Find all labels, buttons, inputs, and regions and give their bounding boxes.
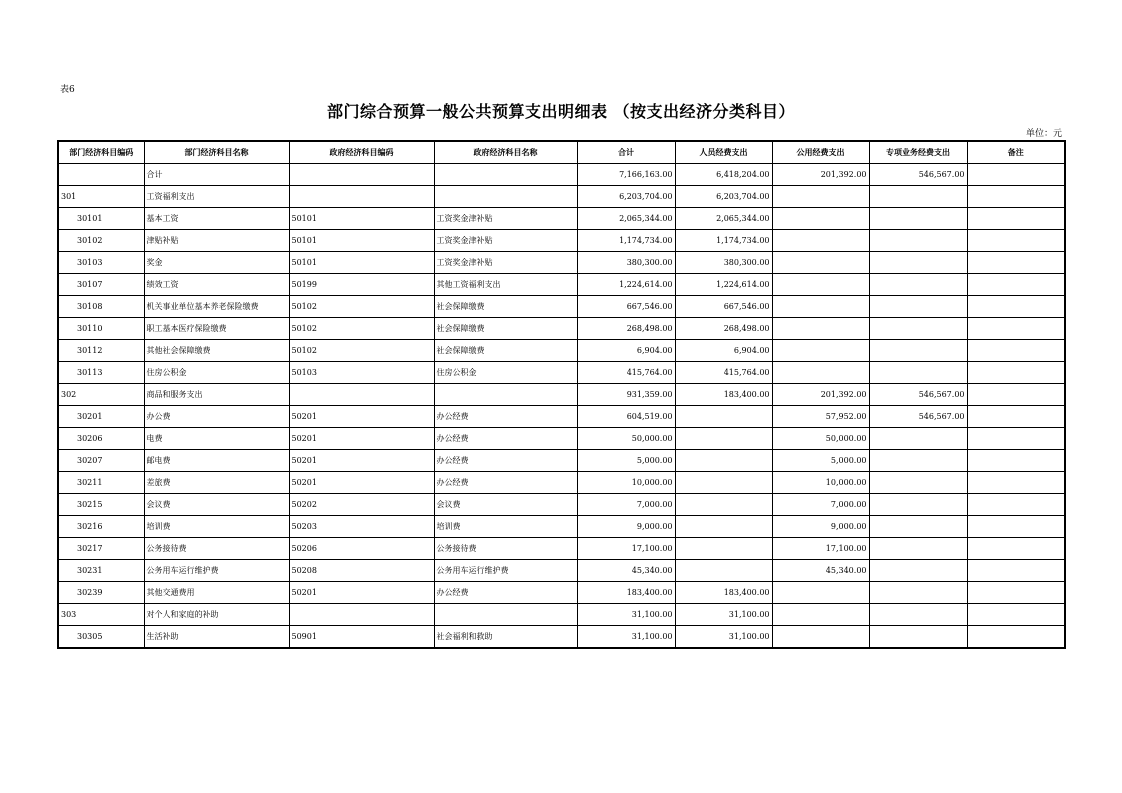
table-row (58, 318, 1065, 340)
special-cell (869, 296, 967, 318)
dept-name-cell: 商品和服务支出 (144, 384, 289, 406)
public-cell (772, 274, 869, 296)
gov-name-cell: 公务接待费 (434, 538, 577, 560)
total-cell: 7,000.00 (577, 494, 675, 516)
special-cell (869, 626, 967, 649)
total-cell: 5,000.00 (577, 450, 675, 472)
column-header: 合计 (577, 141, 675, 164)
dept-code-cell: 30110 (58, 318, 144, 340)
total-cell: 415,764.00 (577, 362, 675, 384)
public-cell: 7,000.00 (772, 494, 869, 516)
personnel-cell (675, 406, 772, 428)
total-cell: 10,000.00 (577, 472, 675, 494)
dept-name-cell: 公务用车运行维护费 (144, 560, 289, 582)
note-cell (967, 406, 1065, 428)
total-cell: 6,203,704.00 (577, 186, 675, 208)
gov-name-cell: 公务用车运行维护费 (434, 560, 577, 582)
personnel-cell: 183,400.00 (675, 582, 772, 604)
note-cell (967, 318, 1065, 340)
dept-code-cell: 30239 (58, 582, 144, 604)
personnel-cell: 6,418,204.00 (675, 164, 772, 186)
note-cell (967, 626, 1065, 649)
total-cell: 17,100.00 (577, 538, 675, 560)
gov-name-cell: 办公经费 (434, 472, 577, 494)
dept-name-cell: 会议费 (144, 494, 289, 516)
total-cell: 268,498.00 (577, 318, 675, 340)
special-cell (869, 252, 967, 274)
gov-name-cell (434, 186, 577, 208)
total-cell: 604,519.00 (577, 406, 675, 428)
note-cell (967, 274, 1065, 296)
note-cell (967, 340, 1065, 362)
public-cell (772, 340, 869, 362)
total-cell: 9,000.00 (577, 516, 675, 538)
note-cell (967, 186, 1065, 208)
gov-name-cell: 工资奖金津补贴 (434, 230, 577, 252)
dept-name-cell: 基本工资 (144, 208, 289, 230)
gov-code-cell: 50102 (289, 340, 434, 362)
dept-code-cell: 301 (58, 186, 144, 208)
gov-code-cell (289, 384, 434, 406)
gov-name-cell: 会议费 (434, 494, 577, 516)
note-cell (967, 472, 1065, 494)
dept-name-cell: 办公费 (144, 406, 289, 428)
special-cell (869, 516, 967, 538)
gov-code-cell: 50201 (289, 450, 434, 472)
gov-name-cell: 工资奖金津补贴 (434, 208, 577, 230)
note-cell (967, 296, 1065, 318)
gov-name-cell: 办公经费 (434, 450, 577, 472)
table-row (58, 186, 1065, 208)
column-header: 公用经费支出 (772, 141, 869, 164)
personnel-cell (675, 560, 772, 582)
public-cell: 50,000.00 (772, 428, 869, 450)
dept-code-cell: 30112 (58, 340, 144, 362)
personnel-cell (675, 494, 772, 516)
dept-name-cell: 合计 (144, 164, 289, 186)
table-row (58, 560, 1065, 582)
gov-code-cell (289, 164, 434, 186)
gov-name-cell: 工资奖金津补贴 (434, 252, 577, 274)
dept-name-cell: 绩效工资 (144, 274, 289, 296)
special-cell (869, 450, 967, 472)
table-row (58, 230, 1065, 252)
dept-code-cell: 30107 (58, 274, 144, 296)
public-cell: 201,392.00 (772, 164, 869, 186)
personnel-cell (675, 472, 772, 494)
gov-name-cell: 办公经费 (434, 582, 577, 604)
total-cell: 1,224,614.00 (577, 274, 675, 296)
gov-name-cell: 办公经费 (434, 428, 577, 450)
total-cell: 931,359.00 (577, 384, 675, 406)
gov-code-cell: 50901 (289, 626, 434, 649)
column-header: 政府经济科目编码 (289, 141, 434, 164)
gov-code-cell: 50101 (289, 252, 434, 274)
dept-name-cell: 机关事业单位基本养老保险缴费 (144, 296, 289, 318)
special-cell (869, 604, 967, 626)
special-cell (869, 230, 967, 252)
public-cell (772, 604, 869, 626)
gov-code-cell: 50199 (289, 274, 434, 296)
public-cell (772, 296, 869, 318)
dept-code-cell: 30102 (58, 230, 144, 252)
dept-code-cell: 30217 (58, 538, 144, 560)
total-cell: 6,904.00 (577, 340, 675, 362)
dept-name-cell: 培训费 (144, 516, 289, 538)
dept-name-cell: 其他交通费用 (144, 582, 289, 604)
dept-code-cell: 30305 (58, 626, 144, 649)
special-cell (869, 208, 967, 230)
public-cell: 5,000.00 (772, 450, 869, 472)
personnel-cell: 268,498.00 (675, 318, 772, 340)
public-cell (772, 252, 869, 274)
dept-code-cell: 30103 (58, 252, 144, 274)
special-cell (869, 340, 967, 362)
table-row (58, 626, 1065, 649)
total-cell: 183,400.00 (577, 582, 675, 604)
gov-name-cell: 社会保障缴费 (434, 340, 577, 362)
gov-code-cell (289, 186, 434, 208)
note-cell (967, 450, 1065, 472)
gov-code-cell: 50101 (289, 230, 434, 252)
personnel-cell: 415,764.00 (675, 362, 772, 384)
dept-name-cell: 差旅费 (144, 472, 289, 494)
unit-label: 单位：元 (1025, 129, 1062, 139)
personnel-cell: 31,100.00 (675, 604, 772, 626)
table-row (58, 296, 1065, 318)
personnel-cell: 2,065,344.00 (675, 208, 772, 230)
note-cell (967, 604, 1065, 626)
public-cell (772, 626, 869, 649)
dept-name-cell: 津贴补贴 (144, 230, 289, 252)
dept-name-cell: 电费 (144, 428, 289, 450)
column-header: 部门经济科目编码 (58, 141, 144, 164)
dept-code-cell (58, 164, 144, 186)
dept-name-cell: 生活补助 (144, 626, 289, 649)
gov-code-cell: 50102 (289, 318, 434, 340)
note-cell (967, 252, 1065, 274)
dept-code-cell: 30113 (58, 362, 144, 384)
dept-code-cell: 30201 (58, 406, 144, 428)
note-cell (967, 582, 1065, 604)
special-cell (869, 538, 967, 560)
table-row (58, 406, 1065, 428)
gov-name-cell: 社会福利和救助 (434, 626, 577, 649)
special-cell (869, 318, 967, 340)
gov-name-cell: 住房公积金 (434, 362, 577, 384)
dept-name-cell: 其他社会保障缴费 (144, 340, 289, 362)
special-cell: 546,567.00 (869, 164, 967, 186)
gov-name-cell (434, 164, 577, 186)
public-cell: 17,100.00 (772, 538, 869, 560)
gov-code-cell: 50201 (289, 582, 434, 604)
table-row (58, 604, 1065, 626)
personnel-cell: 6,904.00 (675, 340, 772, 362)
table-row (58, 252, 1065, 274)
column-header: 人员经费支出 (675, 141, 772, 164)
table-row (58, 274, 1065, 296)
table-header-row (58, 141, 1065, 164)
public-cell (772, 362, 869, 384)
table-row (58, 340, 1065, 362)
dept-code-cell: 30216 (58, 516, 144, 538)
table-row (58, 208, 1065, 230)
gov-code-cell: 50102 (289, 296, 434, 318)
column-header: 政府经济科目名称 (434, 141, 577, 164)
special-cell (869, 494, 967, 516)
table-row (58, 538, 1065, 560)
total-cell: 1,174,734.00 (577, 230, 675, 252)
dept-code-cell: 30108 (58, 296, 144, 318)
gov-code-cell: 50101 (289, 208, 434, 230)
dept-name-cell: 公务接待费 (144, 538, 289, 560)
dept-code-cell: 30231 (58, 560, 144, 582)
table-row (58, 494, 1065, 516)
public-cell: 201,392.00 (772, 384, 869, 406)
note-cell (967, 362, 1065, 384)
special-cell: 546,567.00 (869, 406, 967, 428)
personnel-cell (675, 538, 772, 560)
note-cell (967, 230, 1065, 252)
special-cell: 546,567.00 (869, 384, 967, 406)
special-cell (869, 186, 967, 208)
special-cell (869, 428, 967, 450)
gov-code-cell: 50208 (289, 560, 434, 582)
public-cell (772, 208, 869, 230)
column-header: 备注 (967, 141, 1065, 164)
special-cell (869, 582, 967, 604)
total-cell: 2,065,344.00 (577, 208, 675, 230)
total-cell: 7,166,163.00 (577, 164, 675, 186)
table-row (58, 164, 1065, 186)
total-cell: 50,000.00 (577, 428, 675, 450)
personnel-cell: 667,546.00 (675, 296, 772, 318)
table-row (58, 582, 1065, 604)
dept-code-cell: 30215 (58, 494, 144, 516)
personnel-cell: 380,300.00 (675, 252, 772, 274)
dept-code-cell: 30101 (58, 208, 144, 230)
note-cell (967, 428, 1065, 450)
total-cell: 667,546.00 (577, 296, 675, 318)
gov-code-cell: 50103 (289, 362, 434, 384)
gov-name-cell: 其他工资福利支出 (434, 274, 577, 296)
personnel-cell (675, 428, 772, 450)
total-cell: 31,100.00 (577, 626, 675, 649)
personnel-cell: 1,174,734.00 (675, 230, 772, 252)
table-row (58, 384, 1065, 406)
table-row (58, 450, 1065, 472)
special-cell (869, 362, 967, 384)
table-row (58, 362, 1065, 384)
expenditure-table (57, 140, 1066, 649)
table-number: 表6 (60, 85, 75, 95)
personnel-cell (675, 450, 772, 472)
personnel-cell: 1,224,614.00 (675, 274, 772, 296)
total-cell: 380,300.00 (577, 252, 675, 274)
personnel-cell: 183,400.00 (675, 384, 772, 406)
total-cell: 31,100.00 (577, 604, 675, 626)
dept-code-cell: 303 (58, 604, 144, 626)
public-cell: 45,340.00 (772, 560, 869, 582)
personnel-cell: 31,100.00 (675, 626, 772, 649)
dept-name-cell: 邮电费 (144, 450, 289, 472)
note-cell (967, 516, 1065, 538)
dept-code-cell: 30211 (58, 472, 144, 494)
gov-name-cell (434, 384, 577, 406)
public-cell (772, 230, 869, 252)
public-cell: 9,000.00 (772, 516, 869, 538)
dept-code-cell: 302 (58, 384, 144, 406)
gov-code-cell: 50202 (289, 494, 434, 516)
column-header: 部门经济科目名称 (144, 141, 289, 164)
special-cell (869, 560, 967, 582)
page-title: 部门综合预算一般公共预算支出明细表 （按支出经济分类科目） (326, 102, 796, 121)
gov-code-cell: 50203 (289, 516, 434, 538)
gov-code-cell: 50206 (289, 538, 434, 560)
note-cell (967, 384, 1065, 406)
dept-code-cell: 30207 (58, 450, 144, 472)
dept-name-cell: 职工基本医疗保险缴费 (144, 318, 289, 340)
gov-code-cell: 50201 (289, 428, 434, 450)
dept-name-cell: 对个人和家庭的补助 (144, 604, 289, 626)
gov-name-cell (434, 604, 577, 626)
gov-name-cell: 培训费 (434, 516, 577, 538)
note-cell (967, 494, 1065, 516)
table-row (58, 516, 1065, 538)
gov-code-cell: 50201 (289, 472, 434, 494)
dept-name-cell: 住房公积金 (144, 362, 289, 384)
note-cell (967, 538, 1065, 560)
table-row (58, 428, 1065, 450)
public-cell: 10,000.00 (772, 472, 869, 494)
personnel-cell: 6,203,704.00 (675, 186, 772, 208)
table-row (58, 472, 1065, 494)
public-cell (772, 186, 869, 208)
note-cell (967, 164, 1065, 186)
dept-name-cell: 奖金 (144, 252, 289, 274)
total-cell: 45,340.00 (577, 560, 675, 582)
gov-name-cell: 社会保障缴费 (434, 296, 577, 318)
special-cell (869, 274, 967, 296)
gov-code-cell: 50201 (289, 406, 434, 428)
dept-code-cell: 30206 (58, 428, 144, 450)
column-header: 专项业务经费支出 (869, 141, 967, 164)
gov-name-cell: 办公经费 (434, 406, 577, 428)
gov-code-cell (289, 604, 434, 626)
personnel-cell (675, 516, 772, 538)
dept-name-cell: 工资福利支出 (144, 186, 289, 208)
special-cell (869, 472, 967, 494)
gov-name-cell: 社会保障缴费 (434, 318, 577, 340)
public-cell: 57,952.00 (772, 406, 869, 428)
note-cell (967, 208, 1065, 230)
public-cell (772, 318, 869, 340)
note-cell (967, 560, 1065, 582)
public-cell (772, 582, 869, 604)
